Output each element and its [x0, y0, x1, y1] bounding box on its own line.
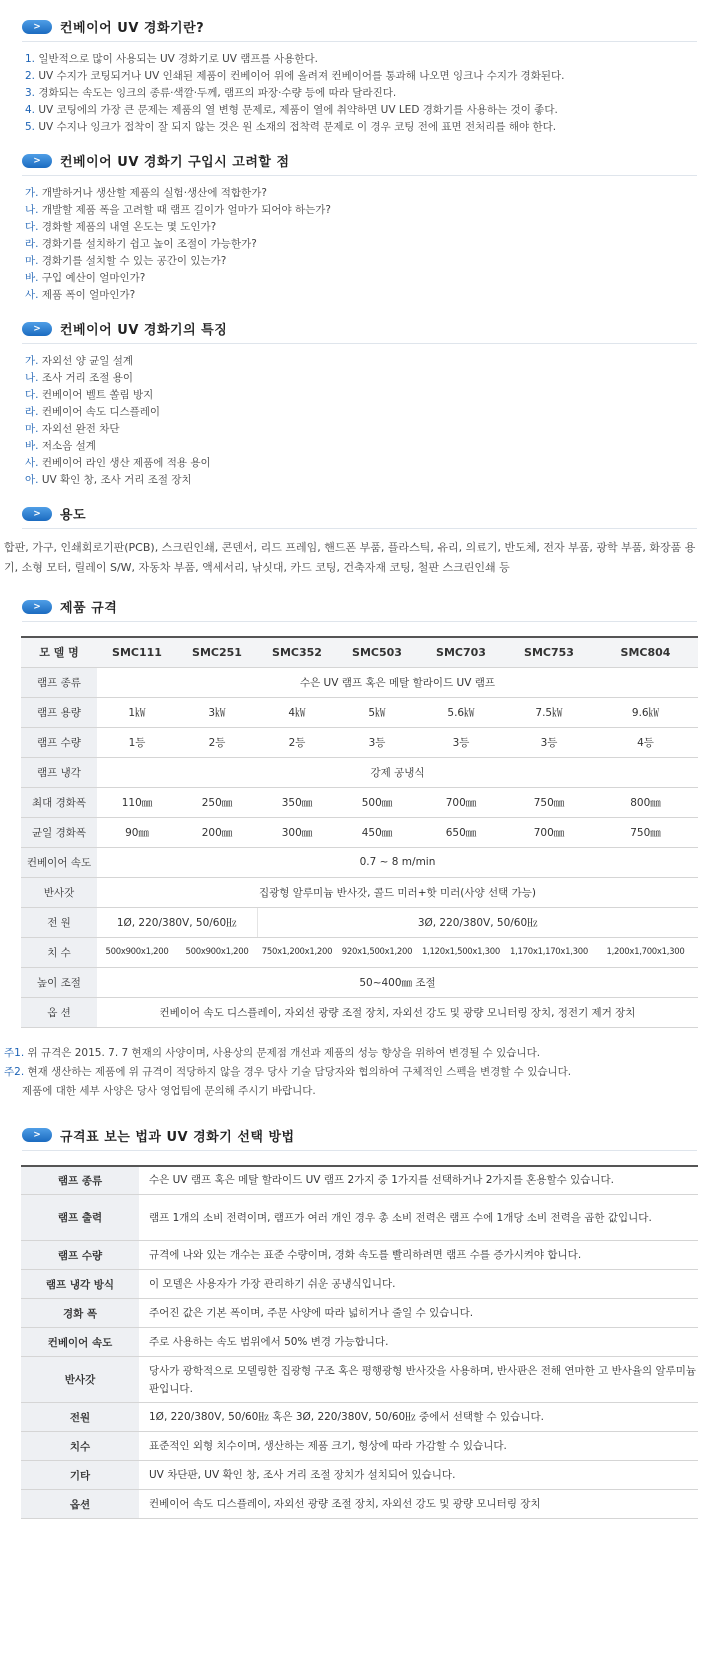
model-cell: SMC703 [417, 637, 505, 667]
table-row [21, 727, 698, 757]
row-label: 램프 출력 [21, 1195, 139, 1241]
list-item: 3. 경화되는 속도는 잉크의 종류·색깔·두께, 램프의 파장·수량 등에 따라 달라진다. [25, 87, 397, 99]
section-arrow-icon: > [22, 1128, 52, 1142]
table-row [21, 817, 698, 847]
table-row [21, 1357, 698, 1403]
section-title: 컨베이어 UV 경화기 구입시 고려할 점 [60, 155, 290, 170]
table-cell: 표준적인 외형 치수이며, 생산하는 제품 크기, 형상에 따라 가감할 수 있습니다. [139, 1432, 698, 1461]
table-cell: 500㎜ [337, 787, 417, 817]
table-cell: 1㎾ [97, 697, 177, 727]
section-arrow-icon: > [22, 20, 52, 34]
table-cell: 주로 사용하는 속도 범위에서 50% 변경 가능합니다. [139, 1328, 698, 1357]
table-cell: 650㎜ [417, 817, 505, 847]
table-row [21, 877, 698, 907]
table-cell: 수은 UV 램프 혹은 메탈 할라이드 UV 램프 [97, 667, 698, 697]
row-label: 옵션 [21, 1490, 139, 1519]
consider-list [25, 185, 720, 304]
uses-text: 합판, 가구, 인쇄회로기판(PCB), 스크린인쇄, 콘덴서, 리드 프레임, 핸드폰 부품, 플라스틱, 유리, 의료기, 반도체, 전자 부품, 광학 부품, 화장품 용기, 소형 모터, 릴레이 S/W, 자동차 부품, 액세서리, 낚싯대, 카드 코팅, 건축자재 코팅, 철판 스크린인쇄 등 [4, 541, 696, 574]
table-cell: 강제 공냉식 [97, 757, 698, 787]
list-item: 5. UV 수지나 잉크가 접착이 잘 되지 않는 것은 원 소재의 접착력 문제로 이 경우 코팅 전에 표면 전처리를 해야 한다. [25, 121, 557, 133]
table-row [21, 1195, 698, 1241]
table-cell: 2등 [257, 727, 337, 757]
table-cell: 3㎾ [177, 697, 257, 727]
row-label: 치 수 [21, 937, 97, 967]
table-cell: 7.5㎾ [505, 697, 593, 727]
table-cell: 110㎜ [97, 787, 177, 817]
table-row [21, 997, 698, 1027]
table-cell: UV 차단판, UV 확인 창, 조사 거리 조절 장치가 설치되어 있습니다. [139, 1461, 698, 1490]
list-item: 다. 경화할 제품의 내열 온도는 몇 도인가? [25, 221, 217, 233]
table-row [21, 1241, 698, 1270]
table-cell: 800㎜ [593, 787, 698, 817]
table-row [21, 1166, 698, 1195]
table-row [21, 1299, 698, 1328]
table-cell: 컨베이어 속도 디스플레이, 자외선 광량 조절 장치, 자외선 강도 및 광량 모니터링 장치, 정전기 제거 장치 [97, 997, 698, 1027]
list-item: 가. 자외선 양 균일 설계 [25, 355, 133, 367]
section-header-what [22, 16, 697, 42]
list-item: 2. UV 수지가 코팅되거나 UV 인쇄된 제품이 컨베이어 위에 올려져 컨베이어를 통과해 나오면 잉크나 수지가 경화된다. [25, 70, 565, 82]
list-item: 사. 제품 폭이 얼마인가? [25, 289, 136, 301]
model-cell: SMC503 [337, 637, 417, 667]
note: 주1. 위 규격은 2015. 7. 7 현재의 사양이며, 사용상의 문제점 개선과 제품의 성능 향상을 위하여 변경될 수 있습니다. [4, 1046, 541, 1059]
table-row [21, 1403, 698, 1432]
table-cell: 500x900x1,200 [177, 937, 257, 967]
section-title: 컨베이어 UV 경화기의 특징 [60, 323, 228, 338]
row-label: 치수 [21, 1432, 139, 1461]
table-row [21, 637, 698, 667]
table-cell: 3등 [337, 727, 417, 757]
row-label: 높이 조절 [21, 967, 97, 997]
section-header-spec [22, 596, 697, 622]
table-cell: 수은 UV 램프 혹은 메탈 할라이드 UV 램프 2가지 중 1가지를 선택하거나 2가지를 혼용할수 있습니다. [139, 1166, 698, 1195]
table-cell: 920x1,500x1,200 [337, 937, 417, 967]
model-cell: SMC352 [257, 637, 337, 667]
row-label: 램프 종류 [21, 667, 97, 697]
table-header-cell: 모 델 명 [21, 637, 97, 667]
guide-table [21, 1165, 698, 1520]
table-row [21, 907, 698, 937]
table-cell: 1Ø, 220/380V, 50/60㎐ 혹은 3Ø, 220/380V, 50/60㎐ 중에서 선택할 수 있습니다. [139, 1403, 698, 1432]
table-row [21, 787, 698, 817]
spec-notes [0, 1044, 720, 1101]
list-item: 라. 컨베이어 속도 디스플레이 [25, 406, 161, 418]
table-row [21, 847, 698, 877]
table-cell: 5.6㎾ [417, 697, 505, 727]
table-row [21, 937, 698, 967]
model-cell: SMC804 [593, 637, 698, 667]
spec-table [21, 636, 698, 1028]
list-item: 바. 구입 예산이 얼마인가? [25, 272, 146, 284]
list-item: 바. 저소음 설계 [25, 440, 96, 452]
table-cell: 4등 [593, 727, 698, 757]
row-label: 최대 경화폭 [21, 787, 97, 817]
table-cell: 9.6㎾ [593, 697, 698, 727]
list-item: 마. 경화기를 설치할 수 있는 공간이 있는가? [25, 255, 227, 267]
section-title: 용도 [60, 508, 87, 523]
what-list [25, 51, 720, 136]
section-arrow-icon: > [22, 154, 52, 168]
table-row [21, 1432, 698, 1461]
list-item: 아. UV 확인 창, 조사 거리 조절 장치 [25, 474, 192, 486]
table-cell: 300㎜ [257, 817, 337, 847]
table-cell: 이 모델은 사용자가 가장 관리하기 쉬운 공냉식입니다. [139, 1270, 698, 1299]
section-header-features [22, 318, 697, 344]
list-item: 나. 조사 거리 조절 용이 [25, 372, 133, 384]
row-label: 램프 냉각 방식 [21, 1270, 139, 1299]
section-title: 컨베이어 UV 경화기란? [60, 21, 205, 36]
row-label: 옵 션 [21, 997, 97, 1027]
table-cell: 700㎜ [505, 817, 593, 847]
section-header-guide [22, 1125, 697, 1151]
row-label: 램프 수량 [21, 1241, 139, 1270]
table-cell: 250㎜ [177, 787, 257, 817]
table-cell: 90㎜ [97, 817, 177, 847]
table-cell: 집광형 알루미늄 반사갓, 콜드 미러+핫 미러(사양 선택 가능) [97, 877, 698, 907]
note-continuation: 제품에 대한 세부 사양은 당사 영업팀에 문의해 주시기 바랍니다. [22, 1084, 316, 1097]
table-row [21, 1328, 698, 1357]
section-arrow-icon: > [22, 322, 52, 336]
table-cell: 5㎾ [337, 697, 417, 727]
table-cell: 1,200x1,700x1,300 [593, 937, 698, 967]
list-item: 다. 컨베이어 벨트 쏠림 방지 [25, 389, 154, 401]
section-arrow-icon: > [22, 507, 52, 521]
table-cell: 규격에 나와 있는 개수는 표준 수량이며, 경화 속도를 빨리하려면 램프 수를 증가시켜야 합니다. [139, 1241, 698, 1270]
list-item: 사. 컨베이어 라인 생산 제품에 적용 용이 [25, 457, 211, 469]
table-cell: 1,120x1,500x1,300 [417, 937, 505, 967]
table-cell: 450㎜ [337, 817, 417, 847]
table-cell: 주어진 값은 기본 폭이며, 주문 사양에 따라 넓히거나 줄일 수 있습니다. [139, 1299, 698, 1328]
table-cell: 750x1,200x1,200 [257, 937, 337, 967]
table-row [21, 967, 698, 997]
table-cell: 750㎜ [505, 787, 593, 817]
row-label: 반사갓 [21, 877, 97, 907]
section-header-uses [22, 503, 697, 529]
row-label: 램프 용량 [21, 697, 97, 727]
table-cell: 1,170x1,170x1,300 [505, 937, 593, 967]
row-label: 기타 [21, 1461, 139, 1490]
table-row [21, 757, 698, 787]
table-cell: 200㎜ [177, 817, 257, 847]
table-cell: 4㎾ [257, 697, 337, 727]
row-label: 램프 수량 [21, 727, 97, 757]
table-row [21, 667, 698, 697]
table-row [21, 1461, 698, 1490]
features-list [25, 353, 720, 489]
list-item: 4. UV 코팅에의 가장 큰 문제는 제품의 열 변형 문제로, 제품이 열에 취약하면 UV LED 경화기를 사용하는 것이 좋다. [25, 104, 558, 116]
row-label: 전원 [21, 1403, 139, 1432]
row-label: 전 원 [21, 907, 97, 937]
table-row [21, 1490, 698, 1519]
list-item: 라. 경화기를 설치하기 쉽고 높이 조절이 가능한가? [25, 238, 257, 250]
row-label: 램프 종류 [21, 1166, 139, 1195]
model-cell: SMC251 [177, 637, 257, 667]
table-cell: 당사가 광학적으로 모델링한 집광형 구조 혹은 평행광형 반사갓을 사용하며, 반사판은 전해 연마한 고 반사율의 알루미늄판입니다. [139, 1357, 698, 1403]
table-cell: 컨베이어 속도 디스플레이, 자외선 광량 조절 장치, 자외선 강도 및 광량 모니터링 장치 [139, 1490, 698, 1519]
list-item: 가. 개발하거나 생산할 제품의 실험·생산에 적합한가? [25, 187, 267, 199]
table-cell: 3등 [417, 727, 505, 757]
row-label: 균일 경화폭 [21, 817, 97, 847]
table-cell: 700㎜ [417, 787, 505, 817]
model-cell: SMC111 [97, 637, 177, 667]
row-label: 램프 냉각 [21, 757, 97, 787]
table-row [21, 1270, 698, 1299]
table-cell: 0.7 ~ 8 m/min [97, 847, 698, 877]
table-cell: 3등 [505, 727, 593, 757]
list-item: 나. 개발할 제품 폭을 고려할 때 램프 길이가 얼마가 되어야 하는가? [25, 204, 332, 216]
table-cell: 램프 1개의 소비 전력이며, 램프가 여러 개인 경우 총 소비 전력은 램프 수에 1개당 소비 전력을 곱한 값입니다. [139, 1195, 698, 1241]
row-label: 반사갓 [21, 1357, 139, 1403]
note: 주2. 현재 생산하는 제품에 위 규격이 적당하지 않을 경우 당사 기술 담당자와 협의하여 구체적인 스펙을 변경할 수 있습니다. [4, 1065, 572, 1078]
model-cell: SMC753 [505, 637, 593, 667]
table-cell: 50~400㎜ 조절 [97, 967, 698, 997]
section-title: 제품 규격 [60, 601, 118, 616]
list-item: 1. 일반적으로 많이 사용되는 UV 경화기로 UV 램프를 사용한다. [25, 53, 318, 65]
table-cell: 3Ø, 220/380V, 50/60㎐ [257, 907, 698, 937]
section-header-consider [22, 150, 697, 176]
table-cell: 1등 [97, 727, 177, 757]
table-cell: 750㎜ [593, 817, 698, 847]
row-label: 컨베이어 속도 [21, 847, 97, 877]
row-label: 컨베이어 속도 [21, 1328, 139, 1357]
table-cell: 2등 [177, 727, 257, 757]
table-cell: 500x900x1,200 [97, 937, 177, 967]
table-row [21, 697, 698, 727]
row-label: 경화 폭 [21, 1299, 139, 1328]
table-cell: 1Ø, 220/380V, 50/60㎐ [97, 907, 257, 937]
table-cell: 350㎜ [257, 787, 337, 817]
section-title: 규격표 보는 법과 UV 경화기 선택 방법 [60, 1129, 295, 1145]
list-item: 마. 자외선 완전 차단 [25, 423, 120, 435]
section-arrow-icon: > [22, 600, 52, 614]
